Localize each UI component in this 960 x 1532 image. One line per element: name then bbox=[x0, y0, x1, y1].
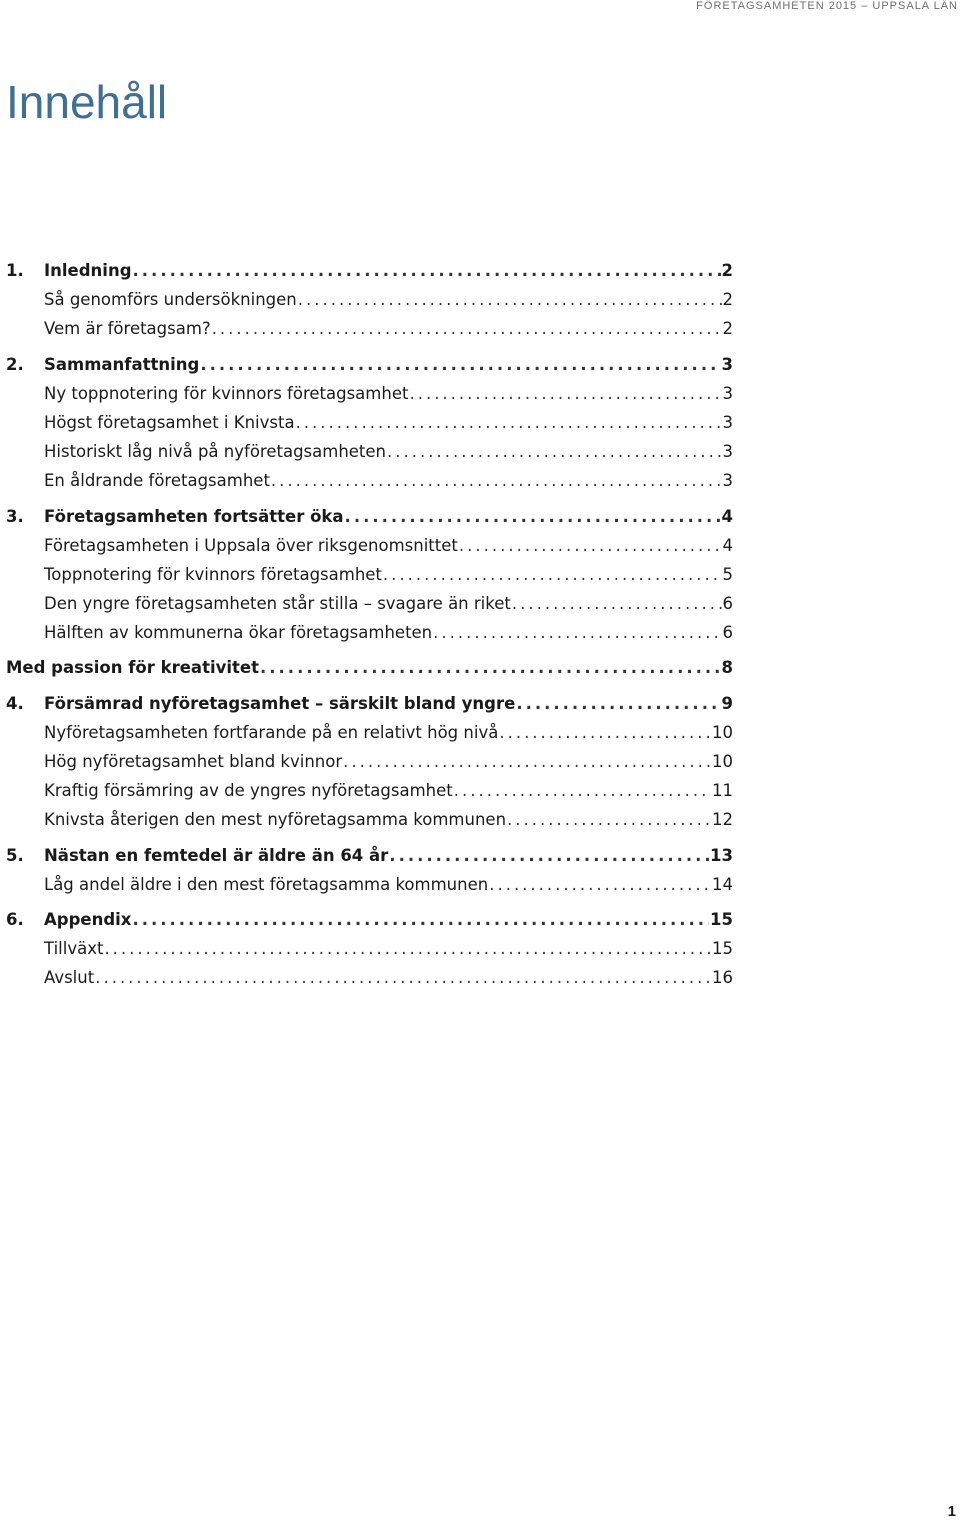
dot-leader bbox=[383, 560, 722, 589]
toc-page: 15 bbox=[712, 939, 733, 959]
toc-entry[interactable] bbox=[6, 437, 733, 466]
toc-label: Sammanfattning bbox=[44, 354, 200, 374]
toc-page: 14 bbox=[712, 874, 733, 894]
dot-leader bbox=[95, 963, 711, 992]
toc-number: 1. bbox=[6, 261, 24, 280]
dot-leader bbox=[512, 589, 722, 618]
table-of-contents bbox=[6, 256, 733, 993]
toc-page: 3 bbox=[722, 383, 733, 403]
toc-label: Företagsamheten i Uppsala över riksgenomsnittet bbox=[44, 535, 458, 555]
toc-entry[interactable] bbox=[6, 466, 733, 495]
toc-entry[interactable] bbox=[6, 314, 733, 343]
toc-label: Ny toppnotering för kvinnors företagsamhet bbox=[44, 383, 409, 403]
dot-leader bbox=[345, 502, 721, 531]
toc-entry[interactable] bbox=[6, 747, 733, 776]
toc-entry[interactable] bbox=[6, 408, 733, 437]
dot-leader bbox=[459, 531, 722, 560]
toc-page: 2 bbox=[722, 290, 733, 310]
toc-page: 11 bbox=[712, 781, 733, 801]
toc-label: Företagsamheten fortsätter öka bbox=[44, 506, 344, 526]
toc-chapter-6[interactable] bbox=[6, 905, 733, 934]
dot-leader bbox=[132, 905, 709, 934]
dot-leader bbox=[298, 285, 722, 314]
toc-chapter-3[interactable] bbox=[6, 502, 733, 531]
toc-number: 2. bbox=[6, 354, 24, 374]
toc-label: Appendix bbox=[44, 909, 132, 929]
toc-entry[interactable] bbox=[6, 379, 733, 408]
toc-page: 15 bbox=[710, 909, 733, 929]
dot-leader bbox=[454, 776, 711, 805]
toc-label: Nästan en femtedel är äldre än 64 år bbox=[44, 845, 389, 865]
toc-label: Hälften av kommunerna ökar företagsamheten bbox=[44, 623, 433, 643]
toc-label: Låg andel äldre i den mest företagsamma kommunen bbox=[44, 874, 489, 894]
toc-section-unnumbered[interactable] bbox=[6, 653, 733, 682]
toc-label: Inledning bbox=[44, 261, 132, 280]
toc-chapter-1[interactable] bbox=[6, 256, 733, 285]
toc-entry[interactable] bbox=[6, 934, 733, 963]
dot-leader bbox=[212, 314, 722, 343]
dot-leader bbox=[507, 805, 711, 834]
dot-leader bbox=[271, 466, 722, 495]
toc-entry[interactable] bbox=[6, 776, 733, 805]
toc-page: 2 bbox=[722, 319, 733, 339]
toc-page: 6 bbox=[722, 623, 733, 643]
toc-entry[interactable] bbox=[6, 531, 733, 560]
toc-number: 5. bbox=[6, 845, 24, 865]
page-title: Innehåll bbox=[6, 76, 168, 128]
dot-leader bbox=[489, 870, 711, 899]
toc-page: 12 bbox=[712, 810, 733, 830]
toc-label: Den yngre företagsamheten står stilla – svagare än riket bbox=[44, 594, 511, 614]
dot-leader bbox=[200, 350, 720, 379]
dot-leader bbox=[516, 689, 720, 718]
toc-page: 16 bbox=[712, 968, 733, 988]
toc-label: En åldrande företagsamhet bbox=[44, 471, 270, 491]
running-header: FÖRETAGSAMHETEN 2015 – UPPSALA LÄN bbox=[696, 0, 958, 12]
dot-leader bbox=[343, 747, 711, 776]
dot-leader bbox=[296, 408, 722, 437]
toc-label: Högst företagsamhet i Knivsta bbox=[44, 412, 295, 432]
toc-label: Tillväxt bbox=[44, 939, 104, 959]
toc-page: 3 bbox=[722, 442, 733, 462]
toc-label: Knivsta återigen den mest nyföretagsamma kommunen bbox=[44, 810, 507, 830]
dot-leader bbox=[499, 718, 711, 747]
toc-page: 4 bbox=[722, 535, 733, 555]
toc-number: 6. bbox=[6, 909, 24, 929]
toc-label: Vem är företagsam? bbox=[44, 319, 211, 339]
toc-entry[interactable] bbox=[6, 805, 733, 834]
toc-label: Kraftig försämring av de yngres nyföretagsamhet bbox=[44, 781, 453, 801]
toc-label: Nyföretagsamheten fortfarande på en relativt hög nivå bbox=[44, 722, 499, 742]
dot-leader bbox=[389, 841, 709, 870]
toc-entry[interactable] bbox=[6, 963, 733, 992]
toc-chapter-4[interactable] bbox=[6, 689, 733, 718]
toc-page: 5 bbox=[722, 564, 733, 584]
toc-label: Avslut bbox=[44, 968, 95, 988]
toc-page: 13 bbox=[710, 845, 733, 865]
toc-page: 4 bbox=[721, 506, 733, 526]
toc-label: Försämrad nyföretagsamhet – särskilt bland yngre bbox=[44, 693, 516, 713]
dot-leader bbox=[387, 437, 721, 466]
toc-number: 3. bbox=[6, 506, 24, 526]
dot-leader bbox=[104, 934, 711, 963]
toc-page: 6 bbox=[722, 594, 733, 614]
dot-leader bbox=[433, 618, 721, 647]
dot-leader bbox=[409, 379, 721, 408]
toc-entry[interactable] bbox=[6, 870, 733, 899]
toc-page: 10 bbox=[712, 722, 733, 742]
toc-entry[interactable] bbox=[6, 718, 733, 747]
toc-page: 3 bbox=[722, 471, 733, 491]
toc-page: 3 bbox=[722, 412, 733, 432]
dot-leader bbox=[260, 653, 721, 682]
toc-entry[interactable] bbox=[6, 589, 733, 618]
dot-leader bbox=[133, 256, 721, 285]
toc-label: Så genomförs undersökningen bbox=[44, 290, 297, 310]
toc-chapter-2[interactable] bbox=[6, 350, 733, 379]
toc-entry[interactable] bbox=[6, 618, 733, 647]
toc-page: 2 bbox=[721, 261, 733, 280]
page-number: 1 bbox=[947, 1503, 956, 1520]
toc-label: Med passion för kreativitet bbox=[6, 658, 259, 678]
toc-chapter-5[interactable] bbox=[6, 841, 733, 870]
toc-label: Toppnotering för kvinnors företagsamhet bbox=[44, 564, 382, 584]
toc-page: 3 bbox=[721, 354, 733, 374]
toc-entry[interactable] bbox=[6, 285, 733, 314]
toc-page: 9 bbox=[721, 693, 733, 713]
toc-label: Historiskt låg nivå på nyföretagsamheten bbox=[44, 442, 387, 462]
toc-number: 4. bbox=[6, 693, 24, 713]
toc-label: Hög nyföretagsamhet bland kvinnor bbox=[44, 752, 343, 771]
toc-page: 10 bbox=[712, 752, 733, 771]
toc-entry[interactable] bbox=[6, 560, 733, 589]
toc-page: 8 bbox=[721, 658, 733, 678]
